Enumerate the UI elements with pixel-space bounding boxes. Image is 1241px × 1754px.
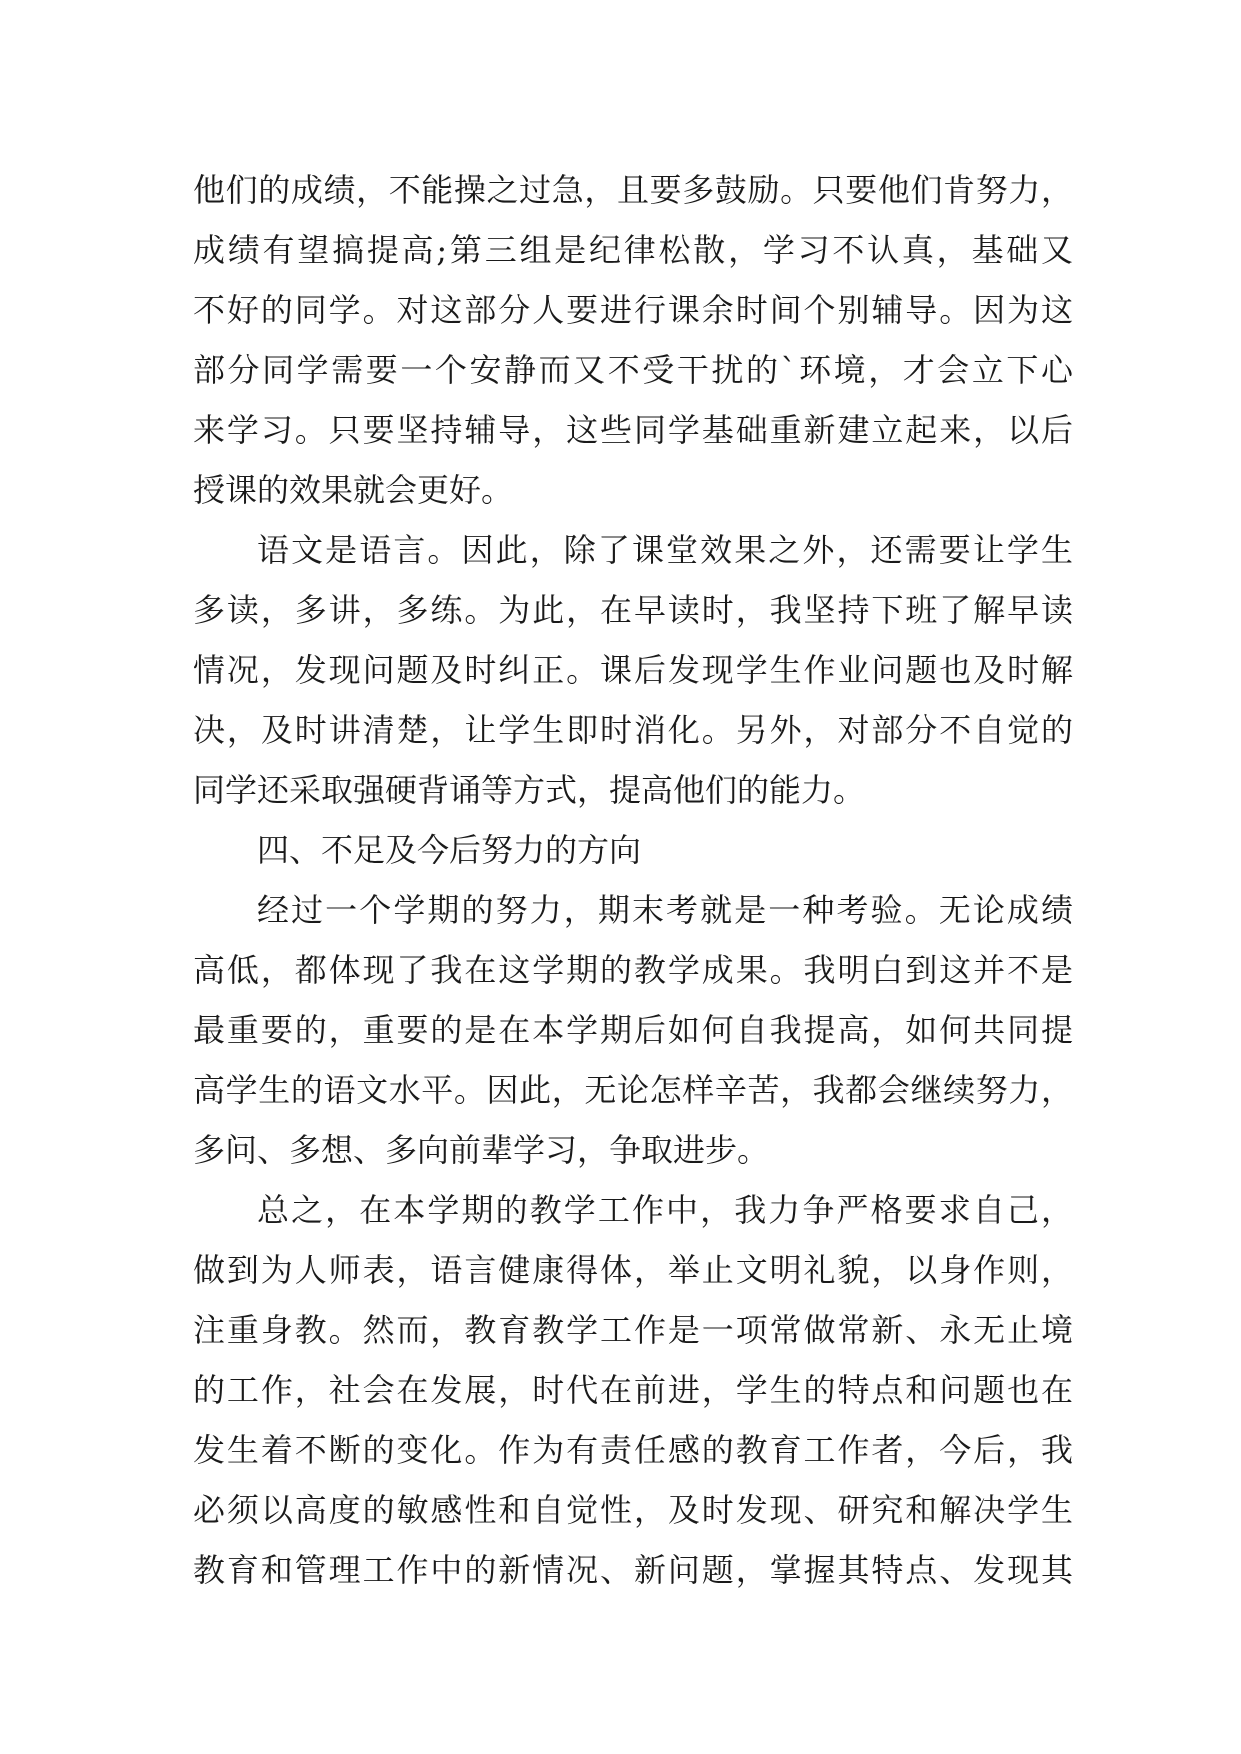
text-line: 多读，多讲，多练。为此，在早读时，我坚持下班了解早读 (193, 591, 1073, 629)
text-line: 必须以高度的敏感性和自觉性，及时发现、研究和解决学生 (193, 1491, 1073, 1529)
text-line: 同学还采取强硬背诵等方式，提高他们的能力。 (193, 771, 866, 809)
text-line: 教育和管理工作中的新情况、新问题，掌握其特点、发现其 (193, 1551, 1073, 1589)
text-line: 做到为人师表，语言健康得体，举止文明礼貌，以身作则， (193, 1251, 1073, 1289)
text-line: 语文是语言。因此，除了课堂效果之外，还需要让学生 (257, 531, 1073, 569)
text-line: 来学习。只要坚持辅导，这些同学基础重新建立起来，以后 (193, 411, 1073, 449)
text-line: 的工作，社会在发展，时代在前进，学生的特点和问题也在 (193, 1371, 1073, 1409)
text-line: 总之，在本学期的教学工作中，我力争严格要求自己， (257, 1191, 1073, 1229)
text-line: 决，及时讲清楚，让学生即时消化。另外，对部分不自觉的 (193, 711, 1073, 749)
text-line: 发生着不断的变化。作为有责任感的教育工作者，今后，我 (193, 1431, 1073, 1469)
text-line: 注重身教。然而，教育教学工作是一项常做常新、永无止境 (193, 1311, 1073, 1349)
text-line: 最重要的，重要的是在本学期后如何自我提高，如何共同提 (193, 1011, 1073, 1049)
text-line: 授课的效果就会更好。 (193, 471, 514, 509)
text-line: 部分同学需要一个安静而又不受干扰的`环境，才会立下心 (193, 351, 1073, 389)
text-line: 高学生的语文水平。因此，无论怎样辛苦，我都会继续努力， (193, 1071, 1073, 1109)
text-line: 多问、多想、多向前辈学习，争取进步。 (193, 1131, 770, 1169)
body-text (193, 160, 1073, 1600)
text-line: 他们的成绩，不能操之过急，且要多鼓励。只要他们肯努力， (193, 171, 1073, 209)
text-line: 四、不足及今后努力的方向 (257, 831, 642, 869)
text-line: 经过一个学期的努力，期末考就是一种考验。无论成绩 (257, 891, 1073, 929)
text-line: 高低，都体现了我在这学期的教学成果。我明白到这并不是 (193, 951, 1073, 989)
text-line: 成绩有望搞提高;第三组是纪律松散，学习不认真，基础又 (193, 231, 1073, 269)
text-line: 情况，发现问题及时纠正。课后发现学生作业问题也及时解 (193, 651, 1073, 689)
text-line: 不好的同学。对这部分人要进行课余时间个别辅导。因为这 (193, 291, 1073, 329)
